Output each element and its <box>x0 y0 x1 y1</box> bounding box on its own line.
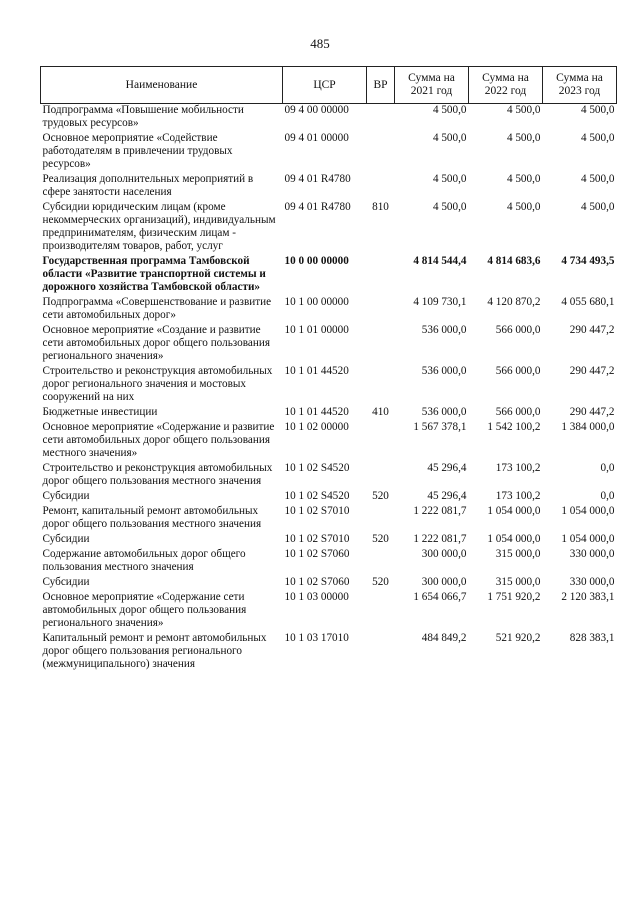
row-vr <box>367 462 395 490</box>
row-name: Строительство и реконструкция автомобильных дорог регионального значения и мостовых сооружений на них <box>42 365 273 403</box>
row-sum-2021: 1 222 081,7 <box>413 505 467 517</box>
row-csr: 10 1 02 S7060 <box>284 548 350 560</box>
row-vr: 520 <box>372 490 389 502</box>
page-number: 485 <box>310 36 330 51</box>
table-body <box>41 104 617 674</box>
row-name: Основное мероприятие «Содействие работодателям в привлечении трудовых ресурсов» <box>42 132 233 170</box>
table-row <box>41 104 617 133</box>
row-sum-2021: 45 296,4 <box>427 462 467 474</box>
row-sum-2021: 4 500,0 <box>432 104 467 116</box>
row-sum-2023: 0,0 <box>600 490 615 502</box>
row-sum-2021: 1 654 066,7 <box>413 591 467 603</box>
row-name: Бюджетные инвестиции <box>42 406 158 418</box>
row-vr <box>367 591 395 632</box>
row-vr: 810 <box>372 201 389 213</box>
table-row <box>41 462 617 490</box>
row-sum-2021: 536 000,0 <box>421 365 467 377</box>
row-sum-2021: 45 296,4 <box>427 490 467 502</box>
row-sum-2022: 4 500,0 <box>506 104 541 116</box>
row-csr: 10 1 02 S4520 <box>284 462 350 474</box>
table-row <box>41 591 617 632</box>
row-vr: 520 <box>372 533 389 545</box>
row-csr: 10 1 02 S4520 <box>284 490 350 502</box>
table-row <box>41 365 617 406</box>
row-vr <box>367 255 395 296</box>
row-csr: 10 1 00 00000 <box>284 296 349 308</box>
row-vr <box>367 505 395 533</box>
table-row <box>41 632 617 673</box>
row-vr: 410 <box>372 406 389 418</box>
row-csr: 10 1 02 S7060 <box>284 576 350 588</box>
row-sum-2021: 4 500,0 <box>432 201 467 213</box>
row-sum-2021: 4 814 544,4 <box>413 255 467 267</box>
row-name: Ремонт, капитальный ремонт автомобильных дорог общего пользования местного значения <box>42 505 262 530</box>
row-sum-2023: 330 000,0 <box>569 576 615 588</box>
row-sum-2023: 4 734 493,5 <box>561 255 615 267</box>
header-vr: ВР <box>367 67 395 104</box>
row-sum-2023: 0,0 <box>600 462 615 474</box>
row-name: Субсидии <box>42 533 90 545</box>
header-sum-2021: Сумма на 2021 год <box>395 67 469 104</box>
table-row <box>41 296 617 324</box>
row-sum-2023: 290 447,2 <box>569 406 615 418</box>
row-name: Капитальный ремонт и ремонт автомобильных дорог общего пользования регионального (межмуниципального) значения <box>42 632 267 670</box>
row-vr <box>367 548 395 576</box>
table-row <box>41 173 617 201</box>
header-csr: ЦСР <box>283 67 367 104</box>
row-name: Строительство и реконструкция автомобильных дорог общего пользования местного значения <box>42 462 273 487</box>
table-row <box>41 490 617 505</box>
row-csr: 10 0 00 00000 <box>284 255 349 267</box>
row-sum-2021: 4 500,0 <box>432 132 467 144</box>
row-csr: 10 1 03 17010 <box>284 632 349 644</box>
row-csr: 10 1 01 00000 <box>284 324 349 336</box>
row-csr: 09 4 01 R4780 <box>284 201 351 213</box>
row-csr: 09 4 01 00000 <box>284 132 349 144</box>
row-sum-2022: 1 542 100,2 <box>487 421 541 433</box>
row-csr: 09 4 00 00000 <box>284 104 349 116</box>
row-sum-2022: 4 500,0 <box>506 132 541 144</box>
row-sum-2023: 290 447,2 <box>569 324 615 336</box>
row-sum-2023: 290 447,2 <box>569 365 615 377</box>
row-csr: 09 4 01 R4780 <box>284 173 351 185</box>
row-sum-2023: 1 054 000,0 <box>561 533 615 545</box>
row-sum-2023: 330 000,0 <box>569 548 615 560</box>
row-csr: 10 1 01 44520 <box>284 365 349 377</box>
row-csr: 10 1 02 S7010 <box>284 533 350 545</box>
row-sum-2021: 300 000,0 <box>421 576 467 588</box>
row-sum-2023: 1 384 000,0 <box>561 421 615 433</box>
row-csr: 10 1 01 44520 <box>284 406 349 418</box>
row-vr: 520 <box>372 576 389 588</box>
table-row <box>41 406 617 421</box>
row-sum-2021: 536 000,0 <box>421 406 467 418</box>
row-sum-2023: 4 055 680,1 <box>561 296 615 308</box>
header-sum-2022: Сумма на 2022 год <box>469 67 543 104</box>
row-vr <box>367 421 395 462</box>
row-sum-2021: 4 109 730,1 <box>413 296 467 308</box>
row-vr <box>367 324 395 365</box>
row-csr: 10 1 02 S7010 <box>284 505 350 517</box>
row-sum-2022: 521 920,2 <box>495 632 541 644</box>
row-sum-2023: 4 500,0 <box>580 132 615 144</box>
row-name: Субсидии <box>42 576 90 588</box>
row-sum-2021: 4 500,0 <box>432 173 467 185</box>
row-sum-2022: 173 100,2 <box>495 490 541 502</box>
row-sum-2022: 566 000,0 <box>495 406 541 418</box>
row-vr <box>367 632 395 673</box>
row-sum-2022: 1 751 920,2 <box>487 591 541 603</box>
table-header-row <box>41 67 617 104</box>
row-name: Содержание автомобильных дорог общего пользования местного значения <box>42 548 246 573</box>
table-row <box>41 255 617 296</box>
row-sum-2023: 4 500,0 <box>580 173 615 185</box>
row-vr <box>367 132 395 173</box>
row-sum-2022: 315 000,0 <box>495 548 541 560</box>
row-sum-2022: 315 000,0 <box>495 576 541 588</box>
row-name: Основное мероприятие «Создание и развитие сети автомобильных дорог общего пользования регионального значения» <box>42 324 270 362</box>
row-name: Реализация дополнительных мероприятий в сфере занятости населения <box>42 173 254 198</box>
row-sum-2023: 1 054 000,0 <box>561 505 615 517</box>
table-row <box>41 505 617 533</box>
row-vr <box>367 104 395 133</box>
header-name: Наименование <box>41 67 283 104</box>
row-sum-2022: 566 000,0 <box>495 365 541 377</box>
row-name: Подпрограмма «Совершенствование и развитие сети автомобильных дорог» <box>42 296 272 321</box>
row-sum-2021: 1 567 378,1 <box>413 421 467 433</box>
row-csr: 10 1 02 00000 <box>284 421 349 433</box>
table-row <box>41 421 617 462</box>
row-sum-2021: 300 000,0 <box>421 548 467 560</box>
table-row <box>41 324 617 365</box>
table-row <box>41 548 617 576</box>
row-sum-2021: 1 222 081,7 <box>413 533 467 545</box>
row-sum-2022: 4 814 683,6 <box>487 255 541 267</box>
row-sum-2022: 4 500,0 <box>506 201 541 213</box>
row-name: Субсидии юридическим лицам (кроме некоммерческих организаций), индивидуальным предпринимателям, физическим лицам - производителям товаров, работ, услуг <box>42 201 276 252</box>
row-sum-2022: 566 000,0 <box>495 324 541 336</box>
row-csr: 10 1 03 00000 <box>284 591 349 603</box>
row-sum-2023: 4 500,0 <box>580 104 615 116</box>
row-sum-2022: 173 100,2 <box>495 462 541 474</box>
row-sum-2022: 4 120 870,2 <box>487 296 541 308</box>
row-vr <box>367 365 395 406</box>
row-sum-2021: 484 849,2 <box>421 632 467 644</box>
row-name: Основное мероприятие «Содержание и развитие сети автомобильных дорог общего пользования местного значения» <box>42 421 275 459</box>
budget-table <box>40 66 617 673</box>
row-sum-2022: 4 500,0 <box>506 173 541 185</box>
row-sum-2023: 828 383,1 <box>569 632 615 644</box>
row-sum-2023: 2 120 383,1 <box>561 591 615 603</box>
row-vr <box>367 173 395 201</box>
table-row <box>41 576 617 591</box>
header-sum-2023: Сумма на 2023 год <box>543 67 617 104</box>
row-sum-2023: 4 500,0 <box>580 201 615 213</box>
row-sum-2021: 536 000,0 <box>421 324 467 336</box>
row-sum-2022: 1 054 000,0 <box>487 533 541 545</box>
row-sum-2022: 1 054 000,0 <box>487 505 541 517</box>
row-name: Государственная программа Тамбовской области «Развитие транспортной системы и дорожного хозяйства Тамбовской области» <box>42 255 266 293</box>
row-name: Подпрограмма «Повышение мобильности трудовых ресурсов» <box>42 104 244 129</box>
table-row <box>41 132 617 173</box>
table-row <box>41 533 617 548</box>
table-row <box>41 201 617 255</box>
row-vr <box>367 296 395 324</box>
row-name: Субсидии <box>42 490 90 502</box>
row-name: Основное мероприятие «Содержание сети автомобильных дорог общего пользования регионального значения» <box>42 591 247 629</box>
